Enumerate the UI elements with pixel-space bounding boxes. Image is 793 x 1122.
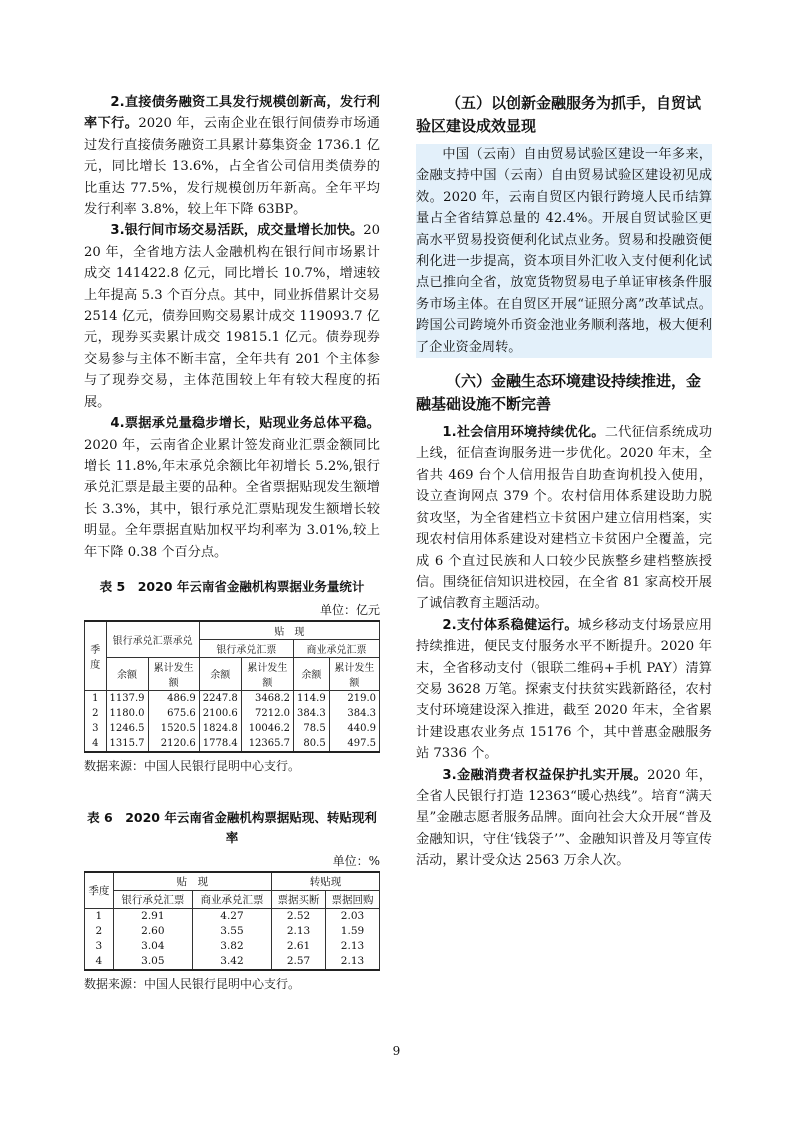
- cell: 114.9: [294, 690, 330, 706]
- cell: 675.6: [148, 706, 199, 721]
- cell: 1.59: [326, 924, 380, 939]
- paragraph-payment-system: [416, 615, 712, 765]
- paragraph-text: 2020 年，云南企业在银行间债券市场通过发行直接债务融资工具累计募集资金 1736.1 亿元，同比增长 13.6%，占全省公司信用类债券的比重达 77.5%，发行规模创历年新高。全年平均发行利率 3.8%，较上年下降 63BP。: [84, 116, 380, 218]
- cell: 2.60: [113, 924, 192, 939]
- cell: 4.27: [192, 908, 271, 924]
- cell: 1: [85, 908, 114, 924]
- cell: 440.9: [329, 721, 379, 736]
- cell: 12365.7: [241, 736, 293, 752]
- header-bank-bill: 银行承兑汇票: [113, 890, 192, 908]
- header-balance: 余额: [294, 657, 330, 690]
- header-cumulative: 累计发生额: [241, 657, 293, 690]
- cell: 1137.9: [106, 690, 148, 706]
- cell: 2: [85, 924, 114, 939]
- table-row: [85, 924, 380, 939]
- cell: 4: [85, 736, 107, 752]
- paragraph-free-trade-zone: 中国（云南）自由贸易试验区建设一年多来，金融支持中国（云南）自由贸易试验区建设初见成效。2020 年，云南自贸区内银行跨境人民币结算量占全省结算总量的 42.4%。开展自贸试验区更高水平贸易投资便利化试点业务。贸易和投融资便利化进一步提高，资本项目外汇收入支付便利化试点已推向全省，放宽货物贸易电子单证审核条件服务市场主体。在自贸区开展“证照分离”改革试点。跨国公司跨境外币资金池业务顺利落地，极大便利了企业资金周转。: [416, 147, 712, 355]
- cell: 2.13: [272, 924, 326, 939]
- cell: 10046.2: [241, 721, 293, 736]
- header-cumulative: 累计发生额: [329, 657, 379, 690]
- highlight-box: [416, 144, 712, 358]
- table5-source: 数据来源：中国人民银行昆明中心支行。: [84, 758, 301, 773]
- paragraph-text: 2020 年，全省地方法人金融机构在银行间市场累计成交 141422.8 亿元，同比增长 10.7%，增速较上年提高 5.3 个百分点。其中，同业拆借累计交易 2514 亿元，债券回购交易累计成交 119093.7 亿元，现券买卖累计成交 19815.1 亿元。债券现券交易参与主体不断丰富，全年共有 201 个主体参与了现券交易，主体范围较上年有较大程度的拓展。: [84, 223, 380, 410]
- cell: 7212.0: [241, 706, 293, 721]
- table6-source: 数据来源：中国人民银行昆明中心支行。: [84, 976, 301, 991]
- cell: 1246.5: [106, 721, 148, 736]
- header-commercial-bill: 商业承兑汇票: [294, 639, 380, 657]
- paragraph-lead: 2.直接债务融资工具发行规模创新高，发行利率下行。: [84, 95, 380, 132]
- cell: 3: [85, 721, 107, 736]
- cell: 497.5: [329, 736, 379, 752]
- cell: 2247.8: [199, 690, 241, 706]
- cell: 3.82: [192, 939, 271, 954]
- cell: 1778.4: [199, 736, 241, 752]
- cell: 3.04: [113, 939, 192, 954]
- header-rediscount: 转贴现: [272, 872, 380, 891]
- header-buyout: 票据买断: [272, 890, 326, 908]
- table-row: [85, 736, 380, 752]
- table6-unit: 单位：%: [332, 853, 380, 868]
- paragraph-credit-environment: [416, 422, 712, 615]
- cell: 1520.5: [148, 721, 199, 736]
- table5-caption: 表 5 2020 年云南省金融机构票据业务量统计: [99, 578, 365, 594]
- paragraph-bill-acceptance: [84, 413, 380, 563]
- header-repo: 票据回购: [326, 890, 380, 908]
- table5-block: [84, 577, 380, 774]
- paragraph-text: 2020 年，云南省企业累计签发商业汇票金额同比增长 11.8%,年末承兑余额比年初增长 5.2%,银行承兑汇票是最主要的品种。全省票据贴现发生额增长 3.3%，其中，银行承兑汇票贴现发生额增长较明显。全年票据直贴加权平均利率为 3.01%,较上年下降 0.38 个百分点。: [84, 437, 380, 560]
- paragraph-lead: 1.社会信用环境持续优化。: [442, 425, 605, 441]
- cell: 78.5: [294, 721, 330, 736]
- cell: 219.0: [329, 690, 379, 706]
- cell: 384.3: [329, 706, 379, 721]
- cell: 384.3: [294, 706, 330, 721]
- paragraph-consumer-protection: [416, 765, 712, 872]
- cell: 2.91: [113, 908, 192, 924]
- cell: 1180.0: [106, 706, 148, 721]
- cell: 2: [85, 706, 107, 721]
- paragraph-lead: 3.金融消费者权益保护扎实开展。: [442, 767, 648, 783]
- table6-block: [84, 808, 380, 992]
- cell: 1824.8: [199, 721, 241, 736]
- table-row: [85, 706, 380, 721]
- cell: 4: [85, 954, 114, 970]
- cell: 2100.6: [199, 706, 241, 721]
- cell: 2.03: [326, 908, 380, 924]
- paragraph-lead: 4.票据承兑量稳步增长，贴现业务总体平稳。: [110, 416, 380, 432]
- cell: 80.5: [294, 736, 330, 752]
- paragraph-text: 城乡移动支付场景应用持续推进，便民支付服务水平不断提升。2020 年末，全省移动支付（银联二维码+手机 PAY）清算交易 3628 万笔。探索支付扶贫实践新路径，农村支付环境建设深入推进，截至 2020 年末，全省累计建设惠农业务点 15176 个，其中普惠金融服务站 7336 个。: [416, 617, 713, 762]
- page-number: 9: [392, 1044, 401, 1058]
- cell: 2.13: [326, 954, 380, 970]
- header-quarter: 季度: [85, 621, 107, 691]
- table5-unit: 单位：亿元: [319, 602, 380, 617]
- cell: 2.13: [326, 939, 380, 954]
- paragraph-text: 二代征信系统成功上线，征信查询服务进一步优化。2020 年末，全省共 469 台个人信用报告自助查询机投入使用，设立查询网点 379 个。农村信用体系建设助力脱贫攻坚，为全省建档立卡贫困户建立信用档案，实现农村信用体系建设对建档立卡贫困户全覆盖，完成 6 个直过民族和人口较少民族整乡建档整族授信。围绕征信知识进校园，在全省 81 家高校开展了诚信教育主题活动。: [416, 425, 713, 612]
- left-column: [84, 92, 380, 992]
- cell: 2.61: [272, 939, 326, 954]
- table-row: [85, 690, 380, 706]
- table-row: [85, 939, 380, 954]
- table-row: [85, 721, 380, 736]
- section-heading-6: （六）金融生态环境建设持续推进，金融基础设施不断完善: [416, 372, 702, 414]
- header-acceptance: 银行承兑汇票承兑: [106, 621, 199, 658]
- paragraph-debt-financing: [84, 92, 380, 220]
- cell: 3.42: [192, 954, 271, 970]
- cell: 3.55: [192, 924, 271, 939]
- table-row: [85, 954, 380, 970]
- table-row: [85, 908, 380, 924]
- cell: 3468.2: [241, 690, 293, 706]
- cell: 3.05: [113, 954, 192, 970]
- header-balance: 余额: [106, 657, 148, 690]
- cell: 2120.6: [148, 736, 199, 752]
- header-cumulative: 累计发生额: [148, 657, 199, 690]
- paragraph-lead: 3.银行间市场交易活跃，成交量增长加快。: [110, 223, 364, 239]
- right-column: [416, 92, 712, 872]
- header-balance: 余额: [199, 657, 241, 690]
- cell: 1: [85, 690, 107, 706]
- table6: [84, 871, 380, 971]
- cell: 486.9: [148, 690, 199, 706]
- cell: 2.52: [272, 908, 326, 924]
- cell: 1315.7: [106, 736, 148, 752]
- table6-caption: 表 6 2020 年云南省金融机构票据贴现、转贴现利率: [87, 809, 377, 845]
- cell: 3: [85, 939, 114, 954]
- table5: [84, 620, 380, 753]
- paragraph-text: 2020 年，全省人民银行打造 12363“暖心热线”。培育“满天星”金融志愿者服务品牌。面向社会大众开展“普及金融知识，守住‘钱袋子’”、金融知识普及月等宣传活动，累计受众达 2563 万余人次。: [416, 767, 712, 869]
- header-quarter: 季度: [85, 872, 114, 909]
- paragraph-interbank-market: [84, 220, 380, 413]
- header-bank-bill: 银行承兑汇票: [199, 639, 293, 657]
- header-commercial-bill: 商业承兑汇票: [192, 890, 271, 908]
- header-discount: 贴 现: [199, 621, 379, 640]
- section-heading-5: （五）以创新金融服务为抓手，自贸试验区建设成效显现: [416, 94, 702, 135]
- cell: 2.57: [272, 954, 326, 970]
- paragraph-lead: 2.支付体系稳健运行。: [442, 617, 578, 633]
- header-discount: 贴 现: [113, 872, 271, 891]
